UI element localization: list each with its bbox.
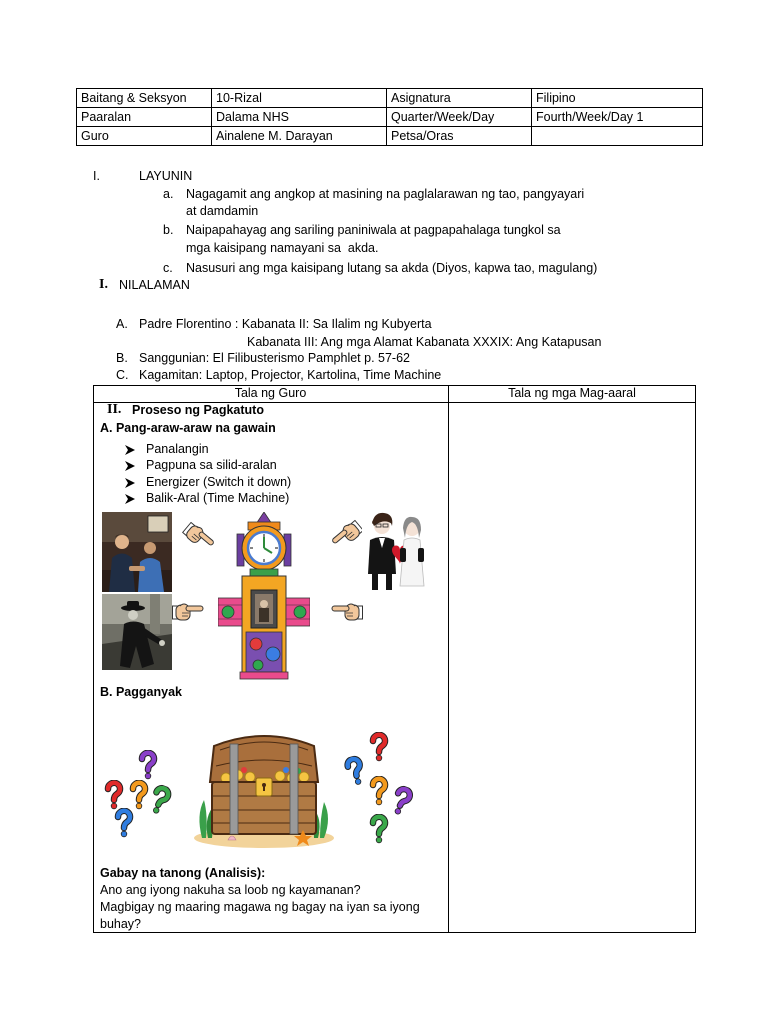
- teacher-label: Guro: [77, 127, 212, 146]
- comic-scene-image: [102, 512, 172, 592]
- list-item: Panalangin: [146, 442, 209, 456]
- date-time-value: [532, 127, 703, 146]
- quarter-week-day-value: Fourth/Week/Day 1: [532, 108, 703, 127]
- time-machine-image: [218, 512, 310, 680]
- school-label: Paaralan: [77, 108, 212, 127]
- objective-text: Nagagamit ang angkop at masining na paglalarawan ng tao, pangyayari: [186, 187, 585, 201]
- pointing-hand-icon: [330, 518, 364, 552]
- guide-question-text: Ano ang iyong nakuha sa loob ng kayamanan?: [100, 883, 361, 897]
- student-notes-header: Tala ng mga Mag-aaral: [508, 386, 636, 400]
- content-text: Padre Florentino : Kabanata II: Sa Ilalim ng Kubyerta: [139, 317, 432, 331]
- pointing-hand-icon: [172, 601, 204, 623]
- guide-question-text: buhay?: [100, 917, 142, 931]
- objective-text: Nasusuri ang mga kaisipang lutang sa akda (Diyos, kapwa tao, magulang): [186, 261, 598, 275]
- content-heading: NILALAMAN: [119, 278, 190, 292]
- content-letter: C.: [116, 368, 129, 382]
- couple-image: [362, 508, 428, 592]
- column-divider: [448, 385, 449, 933]
- content-letter: A.: [116, 317, 128, 331]
- table-row: [77, 89, 703, 108]
- header-info-table: [76, 88, 703, 146]
- subject-value: Filipino: [532, 89, 703, 108]
- objective-letter: b.: [163, 223, 174, 237]
- pointing-hand-icon: [182, 520, 216, 554]
- guide-questions-heading: Gabay na tanong (Analisis):: [100, 866, 266, 880]
- objective-letter: a.: [163, 187, 174, 201]
- objective-text: at damdamin: [186, 204, 259, 218]
- objective-text: mga kaisipang namayani sa akda.: [186, 241, 379, 255]
- detective-silhouette-image: [102, 594, 172, 670]
- daily-activities-heading: A. Pang-araw-araw na gawain: [100, 421, 276, 435]
- list-item: Balik-Aral (Time Machine): [146, 491, 290, 505]
- content-text: Sanggunian: El Filibusterismo Pamphlet p. 57-62: [139, 351, 410, 365]
- procedure-heading: Proseso ng Pagkatuto: [132, 403, 264, 417]
- table-row: [77, 127, 703, 146]
- procedure-numeral: II.: [107, 402, 122, 417]
- teacher-value: Ainalene M. Darayan: [212, 127, 387, 146]
- arrow-bullet-icon: [125, 461, 135, 471]
- guide-question-text: Magbigay ng maaring magawa ng bagay na iyan sa iyong: [100, 900, 420, 914]
- content-numeral: I.: [99, 277, 108, 292]
- objectives-numeral: I.: [93, 169, 100, 183]
- arrow-bullet-icon: [125, 478, 135, 488]
- table-row: [77, 108, 703, 127]
- motivation-heading: B. Pagganyak: [100, 685, 182, 699]
- content-text: Kabanata III: Ang mga Alamat Kabanata XXXIX: Ang Katapusan: [247, 335, 602, 349]
- objective-letter: c.: [163, 261, 173, 275]
- list-item: Energizer (Switch it down): [146, 475, 292, 489]
- pointing-hand-icon: [331, 601, 363, 623]
- quarter-week-day-label: Quarter/Week/Day: [387, 108, 532, 127]
- list-item: Pagpuna sa silid-aralan: [146, 458, 277, 472]
- content-text: Kagamitan: Laptop, Projector, Kartolina, Time Machine: [139, 368, 442, 382]
- school-value: Dalama NHS: [212, 108, 387, 127]
- arrow-bullet-icon: [125, 494, 135, 504]
- objectives-heading: LAYUNIN: [139, 169, 193, 183]
- question-marks-image: [104, 748, 174, 840]
- date-time-label: Petsa/Oras: [387, 127, 532, 146]
- grade-section-value: 10-Rizal: [212, 89, 387, 108]
- teacher-notes-header: Tala ng Guro: [234, 386, 307, 400]
- arrow-bullet-icon: [125, 445, 135, 455]
- treasure-chest-image: [192, 720, 337, 850]
- question-marks-image: [342, 732, 420, 848]
- grade-section-label: Baitang & Seksyon: [77, 89, 212, 108]
- subject-label: Asignatura: [387, 89, 532, 108]
- content-letter: B.: [116, 351, 128, 365]
- objective-text: Naipapahayag ang sariling paniniwala at pagpapahalaga tungkol sa: [186, 223, 561, 237]
